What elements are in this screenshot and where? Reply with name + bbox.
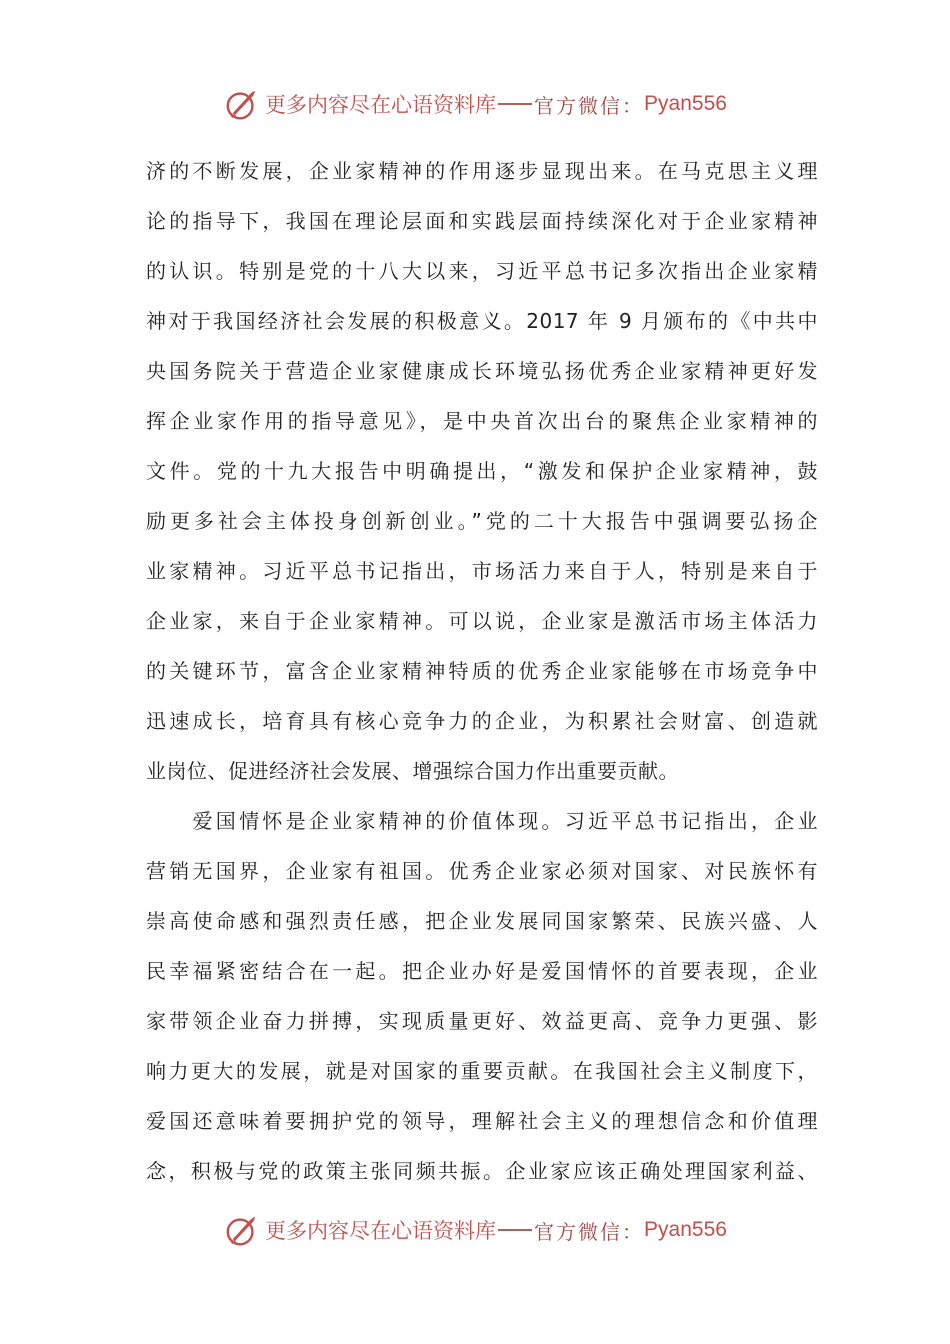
body-line: 挥企业家作用的指导意见》，是中央首次出台的聚焦企业家精神的 [146, 409, 818, 433]
banner-sub-text: 官方微信： [534, 1219, 645, 1244]
banner-main-text: 更多内容尽在心语资料库 [265, 1219, 497, 1243]
banner-dash [498, 1229, 532, 1231]
body-line: 爱国还意味着要拥护党的领导，理解社会主义的理想信念和价值理 [146, 1109, 818, 1133]
body-line: 营销无国界，企业家有祖国。优秀企业家必须对国家、对民族怀有 [146, 859, 818, 883]
body-line: 响力更大的发展，就是对国家的重要贡献。在我国社会主义制度下， [146, 1059, 818, 1083]
quill-pen-logo-icon [223, 1211, 261, 1249]
banner-main-text: 更多内容尽在心语资料库 [265, 93, 497, 117]
body-line: 迅速成长，培育具有核心竞争力的企业，为积累社会财富、创造就 [146, 709, 818, 733]
body-line: 央国务院关于营造企业家健康成长环境弘扬优秀企业家精神更好发 [146, 359, 818, 383]
banner-sub-text: 官方微信： [534, 93, 645, 118]
document-body [146, 146, 818, 1196]
header-banner [0, 82, 950, 126]
body-line: 企业家，来自于企业家精神。可以说，企业家是激活市场主体活力 [146, 609, 818, 633]
body-line: 民幸福紧密结合在一起。把企业办好是爱国情怀的首要表现，企业 [146, 959, 818, 983]
body-line: 论的指导下，我国在理论层面和实践层面持续深化对于企业家精神 [146, 209, 818, 233]
body-line: 文件。党的十九大报告中明确提出，“激发和保护企业家精神，鼓 [146, 459, 818, 483]
body-line: 的关键环节，富含企业家精神特质的优秀企业家能够在市场竞争中 [146, 659, 818, 683]
banner-wechat-id: Pyan556 [644, 92, 727, 115]
body-line: 崇高使命感和强烈责任感，把企业发展同国家繁荣、民族兴盛、人 [146, 909, 818, 933]
footer-banner [0, 1208, 950, 1252]
body-line: 济的不断发展，企业家精神的作用逐步显现出来。在马克思主义理 [146, 159, 818, 183]
banner-wechat-id: Pyan556 [644, 1218, 727, 1241]
body-line: 家带领企业奋力拼搏，实现质量更好、效益更高、竞争力更强、影 [146, 1009, 818, 1033]
body-line: 神对于我国经济社会发展的积极意义。2017 年 9 月颁布的《中共中 [146, 309, 818, 333]
body-line: 的认识。特别是党的十八大以来，习近平总书记多次指出企业家精 [146, 259, 818, 283]
body-line: 爱国情怀是企业家精神的价值体现。习近平总书记指出，企业 [146, 809, 818, 833]
body-line: 励更多社会主体投身创新创业。”党的二十大报告中强调要弘扬企 [146, 509, 818, 533]
quill-pen-logo-icon [223, 85, 261, 123]
body-line: 念，积极与党的政策主张同频共振。企业家应该正确处理国家利益、 [146, 1159, 818, 1183]
body-line: 业岗位、促进经济社会发展、增强综合国力作出重要贡献。 [146, 759, 679, 783]
banner-dash [498, 103, 532, 105]
body-line: 业家精神。习近平总书记指出，市场活力来自于人，特别是来自于 [146, 559, 818, 583]
